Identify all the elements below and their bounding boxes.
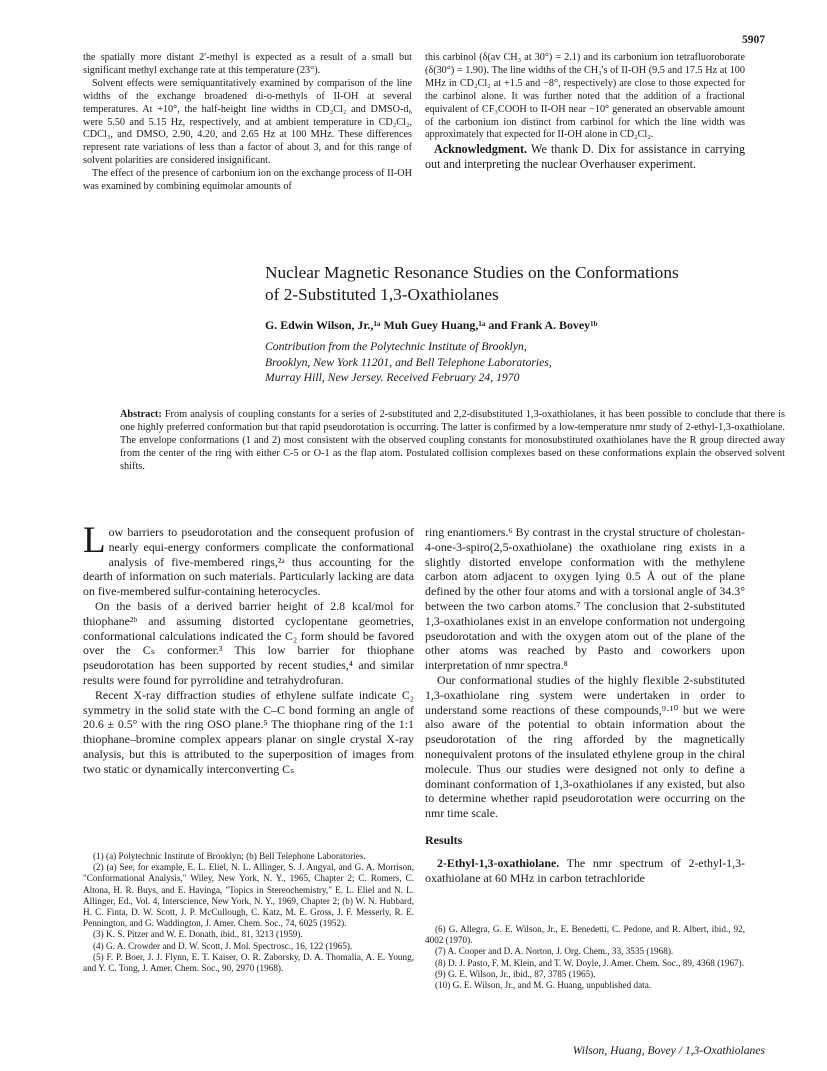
footnote: (9) G. E. Wilson, Jr., ibid., 87, 3785 (1965). — [435, 968, 596, 979]
top-left-column — [83, 52, 412, 194]
footnote: (4) G. A. Crowder and D. W. Scott, J. Mol. Spectrosc., 16, 122 (1965). — [93, 940, 353, 951]
paragraph: On the basis of a derived barrier height of 2.8 kcal/mol for thiophane²ᵇ and assuming distorted cyclopentane geometries, conformational calculations indicated the C₂ form should be favored over the Cₛ conformer.³ This low barrier for thiophane pseudorotation has been supported by recent studies,⁴ and similar results were found for pyrrolidine and tetrahydrofuran. — [83, 598, 414, 687]
acknowledgment — [425, 142, 745, 171]
affiliation — [265, 339, 552, 386]
article-title — [265, 262, 785, 306]
paragraph — [425, 856, 745, 886]
footnote: (1) (a) Polytechnic Institute of Brooklyn; (b) Bell Telephone Laboratories. — [93, 851, 366, 861]
body-left-column — [83, 520, 414, 777]
drop-cap: L — [83, 520, 106, 561]
authors: G. Edwin Wilson, Jr.,¹ᵃ Muh Guey Huang,¹ᵃ and Frank A. Bovey¹ᵇ — [265, 318, 598, 332]
paragraph — [83, 520, 414, 599]
section-heading-results: Results — [425, 832, 463, 847]
acknowledgment-text: We thank D. Dix for assistance in carrying out and interpreting the nuclear Overhauser experiment. — [425, 142, 745, 171]
paragraph-text: The nmr spectrum of 2-ethyl-1,3-oxathiolane at 60 MHz in carbon tetrachloride — [425, 855, 745, 885]
footnotes-right — [425, 924, 745, 991]
title-line: Nuclear Magnetic Resonance Studies on the Conformations — [265, 263, 679, 282]
subsection-heading: 2-Ethyl-1,3-oxathiolane. — [437, 855, 560, 870]
page-number: 5907 — [742, 34, 765, 46]
abstract-text: From analysis of coupling constants for a series of 2-substituted and 2,2-disubstituted 1,3-oxathiolanes, it has been possible to conclude that there is one highly preferred conformation but that rapid pseudorotation is occurring. The latter is confirmed by a low-temperature nmr study of 2-ethyl-1,3-oxathiolane. The envelope conformations (1 and 2) most consistent with the observed coupling constants for monosubstituted oxathiolanes have the R group directed away from the center of the ring with either C-5 or O-1 as the flap atom. Postulated collision complexes based on these conformations explain the observed solvent shifts. — [120, 409, 785, 472]
footnote: (3) K. S. Pitzer and W. E. Donath, ibid., 81, 3213 (1959). — [93, 929, 303, 940]
footnote: (10) G. E. Wilson, Jr., and M. G. Huang, unpublished data. — [435, 980, 652, 991]
abstract — [120, 409, 785, 474]
footnote: (5) F. P. Boer, J. J. Flynn, E. T. Kaiser, O. R. Zaborsky, D. A. Thomalia, A. E. Young, and Y. C. Tong, J. Amer. Chem. Soc., 90, 2970 (1968). — [83, 951, 414, 974]
paragraph: Solvent effects were semiquantitatively examined by comparison of the line widths of the exchange broadened di-o-methyls of II-OH at several temperatures. At +10°, the half-height line widths in CD₂Cl₂ and DMSO-d₆ were 5.50 and 5.15 Hz, respectively, and at ambient temperature in CD₂Cl₂, CDCl₃, and DMSO, 2.90, 4.20, and 2.65 Hz at 100 MHz. These differences represent rate variations of less than a factor of about 3, and for this range of solvent polarities are considered insignificant. — [83, 77, 412, 167]
paragraph: this carbinol (δ(av CH₃ at 30°) = 2.1) and its carbonium ion tetrafluoroborate (δ(30°) = 1.90). The line widths of the CH₃'s of II-OH (9.5 and 17.5 Hz at 100 MHz in CD₂Cl₂ at +1.5 and −8°, respectively) are close to those expected for the carbinol alone. It was further noted that the addition of a fractional equivalent of CF₃COOH to II-OH near −10° generated an observable amount of the carbonium ion distinct from carbinol for which the line width was approximately that expected for II-OH alone in CD₂Cl₂. — [425, 52, 745, 141]
paragraph-text: ow barriers to pseudorotation and the consequent profusion of nearly equi-energy conformers complicate the conformational analysis of five-membered rings,²ᵃ thus accounting for the dearth of information on such materials. Particularly lacking are data on five-membered sulfur-containing heterocycles. — [83, 525, 414, 599]
paragraph: The effect of the presence of carbonium ion on the exchange process of II-OH was examined by combining equimolar amounts of — [83, 168, 412, 193]
paragraph: Recent X-ray diffraction studies of ethylene sulfate indicate C₂ symmetry in the solid state with the C–C bond forming an angle of 20.6 ± 0.5° with the ring OSO plane.⁵ The thiophane ring of the 1:1 thiophane–bromine complex appears planar on single crystal X-ray analysis, but this is attributed to the superposition of images from two static or dynamically interconverting Cₛ — [83, 687, 414, 776]
body-right-column — [425, 525, 745, 885]
footnote: (2) (a) See, for example, E. L. Eliel, N. L. Allinger, S. J. Angyal, and G. A. Morrison, "Conformational Analysis," Wiley, New York, N. Y., 1965, Chapter 2; C. Romers, C. Altona, H. R. Buys, and E. Havinga, "Topics in Stereochemistry," E. L. Eliel and N. L. Allinger, Ed., Vol. 4, Interscience, New York, N. Y., 1969, Chapter 2; (b) W. N. Hubbard, H. C. Finta, D. W. Scott, J. P. McCullough, C. Katz, M. E. Gross, J. F. Messerly, R. E. Pennington, and G. Waddington, J. Amer. Chem. Soc., 74, 6025 (1952). — [83, 862, 414, 929]
title-line: of 2-Substituted 1,3-Oxathiolanes — [265, 285, 499, 304]
abstract-label: Abstract: — [120, 409, 162, 420]
footnotes-left — [83, 851, 414, 974]
top-right-column — [425, 52, 745, 172]
affiliation-line: Brooklyn, New York 11201, and Bell Telephone Laboratories, — [265, 355, 552, 369]
footnote: (8) D. J. Pasto, F. M. Klein, and T. W. Doyle, J. Amer. Chem. Soc., 89, 4368 (1967). — [435, 957, 744, 968]
paragraph: ring enantiomers.⁶ By contrast in the crystal structure of cholestan-4-one-3-spiro(2,5-oxathiolane) the oxathiolane ring exists in a slightly distorted envelope conformation with the methylene carbon atom adjacent to oxygen lying 0.5 Å out of the plane defined by the other four atoms and with a torsional angle of 34.3° between the two carbon atoms.⁷ The conclusion that 2-substituted 1,3-oxathiolanes exist in an envelope conformation not undergoing pseudorotation and with the oxygen atom out of the plane of the other atoms was reached by Pasto and coworkers upon interpretation of nmr spectra.⁸ — [425, 525, 745, 673]
acknowledgment-label: Acknowledgment. — [434, 142, 528, 157]
paragraph: the spatially more distant 2′-methyl is expected as a result of a small but significant methyl exchange rate at this temperature (23°). — [83, 52, 412, 76]
paragraph: Our conformational studies of the highly flexible 2-substituted 1,3-oxathiolane ring system were undertaken in order to understand some reactions of these compounds,⁹·¹⁰ but we were also aware of the potential to obtain information about the pseudorotation of the ring afforded by the magnetically nonequivalent protons of the insulated ethylene group in the chiral molecule. Thus our studies were designed not only to define a dominant conformation of 1,3-oxathiolanes if any existed, but also to determine whether rapid pseudorotation were occurring on the nmr time scale. — [425, 672, 745, 821]
running-footer: Wilson, Huang, Bovey / 1,3-Oxathiolanes — [572, 1044, 765, 1057]
footnote: (7) A. Cooper and D. A. Norton, J. Org. Chem., 33, 3535 (1968). — [435, 946, 674, 957]
footnote: (6) G. Allegra, G. E. Wilson, Jr., E. Benedetti, C. Pedone, and R. Albert, ibid., 92, 4002 (1970). — [425, 924, 745, 946]
affiliation-line: Murray Hill, New Jersey. Received February 24, 1970 — [265, 371, 520, 385]
affiliation-line: Contribution from the Polytechnic Institute of Brooklyn, — [265, 340, 527, 353]
